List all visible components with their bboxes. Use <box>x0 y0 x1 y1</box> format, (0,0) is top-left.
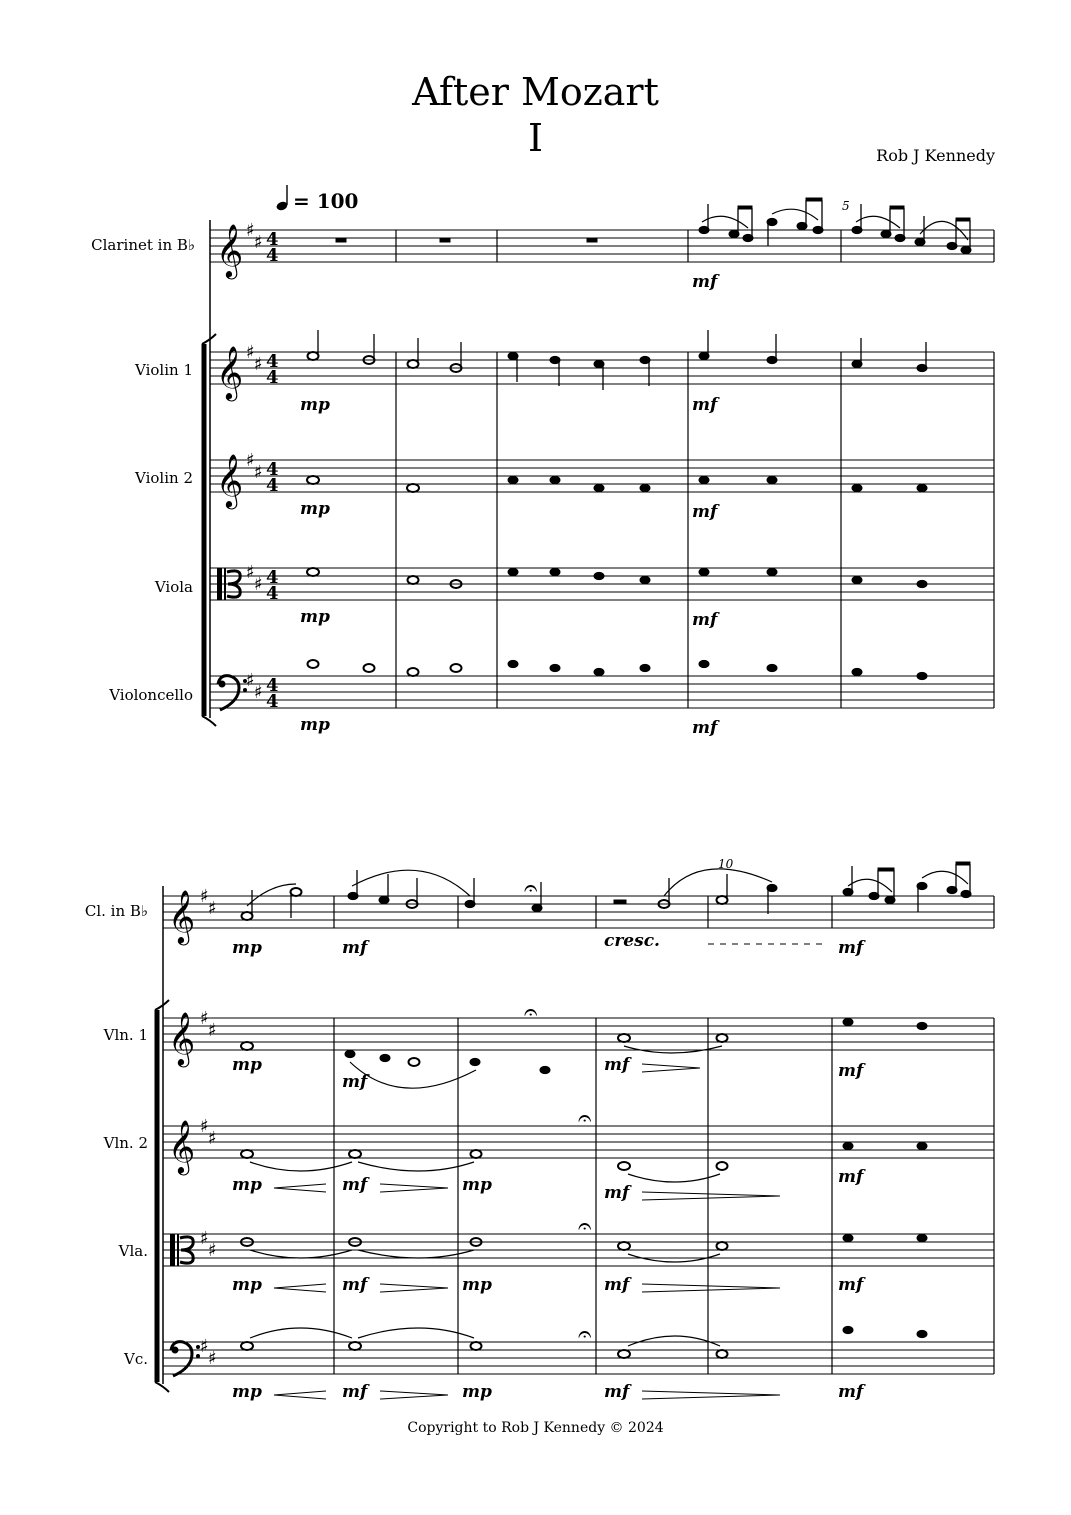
dynamic-marking: mf <box>342 1072 368 1092</box>
instrument-name-violin2: Vln. 2 <box>103 1134 148 1152</box>
dynamic-marking: mf <box>342 1382 368 1402</box>
dynamic-marking: mp <box>300 607 330 627</box>
svg-text:4: 4 <box>266 459 279 480</box>
staff-lines <box>210 230 994 708</box>
time-signatures <box>266 229 279 712</box>
dynamic-marking: mp <box>300 395 330 415</box>
instrument-name-viola: Viola <box>154 578 193 596</box>
viola-notes <box>307 568 927 588</box>
svg-text:♯: ♯ <box>208 1348 217 1369</box>
dynamic-marking: mf <box>838 1382 864 1402</box>
cresc-text: cresc. <box>604 931 660 951</box>
svg-text:4: 4 <box>266 245 279 266</box>
measure-number: 10 <box>718 857 734 871</box>
svg-text:4: 4 <box>266 583 279 604</box>
dynamic-marking: mp <box>462 1275 492 1295</box>
bass-clef <box>218 676 247 710</box>
svg-text:♯: ♯ <box>200 1116 209 1137</box>
instrument-name-violin1: Vln. 1 <box>103 1026 148 1044</box>
bass-clef <box>171 1342 200 1376</box>
measure-number: 5 <box>842 199 850 213</box>
dynamic-marking: mp <box>232 1382 262 1402</box>
svg-text:4: 4 <box>266 351 279 372</box>
dynamic-marking: mf <box>838 1167 864 1187</box>
svg-text:𝄐: 𝄐 <box>578 1104 592 1132</box>
dynamic-marking: mp <box>232 1055 262 1075</box>
fermata-icon <box>524 874 591 1348</box>
dynamic-marking: mp <box>232 1175 262 1195</box>
svg-text:𝄞: 𝄞 <box>216 345 244 399</box>
svg-text:♯: ♯ <box>246 220 255 241</box>
svg-text:4: 4 <box>266 675 279 696</box>
clefs <box>216 223 243 509</box>
svg-text:♯: ♯ <box>246 670 255 691</box>
svg-text:4: 4 <box>266 229 279 250</box>
dynamic-marking: mf <box>692 502 718 522</box>
dynamic-marking: mf <box>342 1275 368 1295</box>
svg-text:4: 4 <box>266 475 279 496</box>
svg-text:♯: ♯ <box>254 232 263 253</box>
movement-number: I <box>527 116 543 160</box>
dynamic-marking: mf <box>838 938 864 958</box>
svg-text:♯: ♯ <box>200 886 209 907</box>
svg-text:♯: ♯ <box>208 1020 217 1041</box>
svg-text:𝄐: 𝄐 <box>578 1320 592 1348</box>
instrument-name-violin1: Violin 1 <box>135 361 193 379</box>
svg-text:𝄞: 𝄞 <box>168 889 196 943</box>
instrument-name-cello: Vc. <box>123 1350 148 1368</box>
violin2-notes <box>241 1142 927 1170</box>
instrument-name-viola: Vla. <box>118 1242 148 1260</box>
system-1 <box>91 185 994 738</box>
svg-text:4: 4 <box>266 691 279 712</box>
instrument-name-clarinet: Cl. in B♭ <box>84 902 148 920</box>
instrument-name-violin2: Violin 2 <box>135 469 193 487</box>
key-signatures <box>200 886 217 1369</box>
svg-text:♯: ♯ <box>246 562 255 583</box>
svg-text:𝄞: 𝄞 <box>168 1011 196 1065</box>
tempo-text: = 100 <box>293 189 359 213</box>
clefs <box>168 889 195 1175</box>
dynamic-marking: mp <box>300 499 330 519</box>
dynamic-marking: mp <box>232 938 262 958</box>
svg-text:♯: ♯ <box>200 1336 209 1357</box>
composer-name: Rob J Kennedy <box>876 146 995 165</box>
svg-text:♯: ♯ <box>208 1240 217 1261</box>
clarinet-notes <box>242 862 972 920</box>
svg-text:𝄞: 𝄞 <box>216 453 244 507</box>
clarinet-notes <box>336 198 971 254</box>
svg-text:♯: ♯ <box>254 574 263 595</box>
dynamic-marking: mf <box>692 610 718 630</box>
dynamic-marking: mf <box>342 938 368 958</box>
dynamic-marking: mp <box>232 1275 262 1295</box>
staff-lines <box>163 896 994 1374</box>
barlines <box>334 896 994 1374</box>
dynamic-marking: mf <box>342 1175 368 1195</box>
instrument-name-cello: Violoncello <box>109 686 193 704</box>
dynamic-marking: mf <box>604 1382 630 1402</box>
dynamic-marking: mp <box>300 715 330 735</box>
dynamic-marking: mf <box>838 1061 864 1081</box>
dynamic-marking: mf <box>604 1275 630 1295</box>
svg-text:𝄐: 𝄐 <box>578 1212 592 1240</box>
dynamic-marking: mf <box>692 272 718 292</box>
instrument-name-clarinet: Clarinet in B♭ <box>91 236 195 254</box>
copyright-notice: Copyright to Rob J Kennedy © 2024 <box>407 1420 664 1436</box>
svg-text:𝄐: 𝄐 <box>524 874 538 902</box>
svg-text:♯: ♯ <box>208 1128 217 1149</box>
svg-text:♯: ♯ <box>208 898 217 919</box>
dynamic-marking: mf <box>838 1275 864 1295</box>
svg-text:𝄞: 𝄞 <box>168 1119 196 1173</box>
svg-text:♯: ♯ <box>200 1008 209 1029</box>
svg-text:♯: ♯ <box>254 682 263 703</box>
svg-text:4: 4 <box>266 367 279 388</box>
svg-text:♯: ♯ <box>246 342 255 363</box>
system-2 <box>85 857 994 1402</box>
cello-notes <box>308 660 928 680</box>
tempo-marking <box>275 185 358 213</box>
score-title: After Mozart <box>412 70 659 114</box>
svg-text:4: 4 <box>266 567 279 588</box>
svg-text:♯: ♯ <box>254 462 263 483</box>
dynamic-marking: mp <box>462 1175 492 1195</box>
svg-text:♯: ♯ <box>200 1228 209 1249</box>
svg-text:𝄞: 𝄞 <box>216 223 244 277</box>
dynamic-marking: mf <box>692 718 718 738</box>
svg-text:♯: ♯ <box>254 354 263 375</box>
svg-text:𝄐: 𝄐 <box>524 998 538 1026</box>
dynamic-marking: mp <box>462 1382 492 1402</box>
dynamic-marking: mf <box>604 1183 630 1203</box>
key-signatures <box>246 220 263 703</box>
violin1-notes <box>241 1018 927 1073</box>
dynamic-marking: mf <box>604 1055 630 1075</box>
dynamic-marking: mf <box>692 395 718 415</box>
svg-text:♯: ♯ <box>246 450 255 471</box>
barlines <box>396 230 994 708</box>
